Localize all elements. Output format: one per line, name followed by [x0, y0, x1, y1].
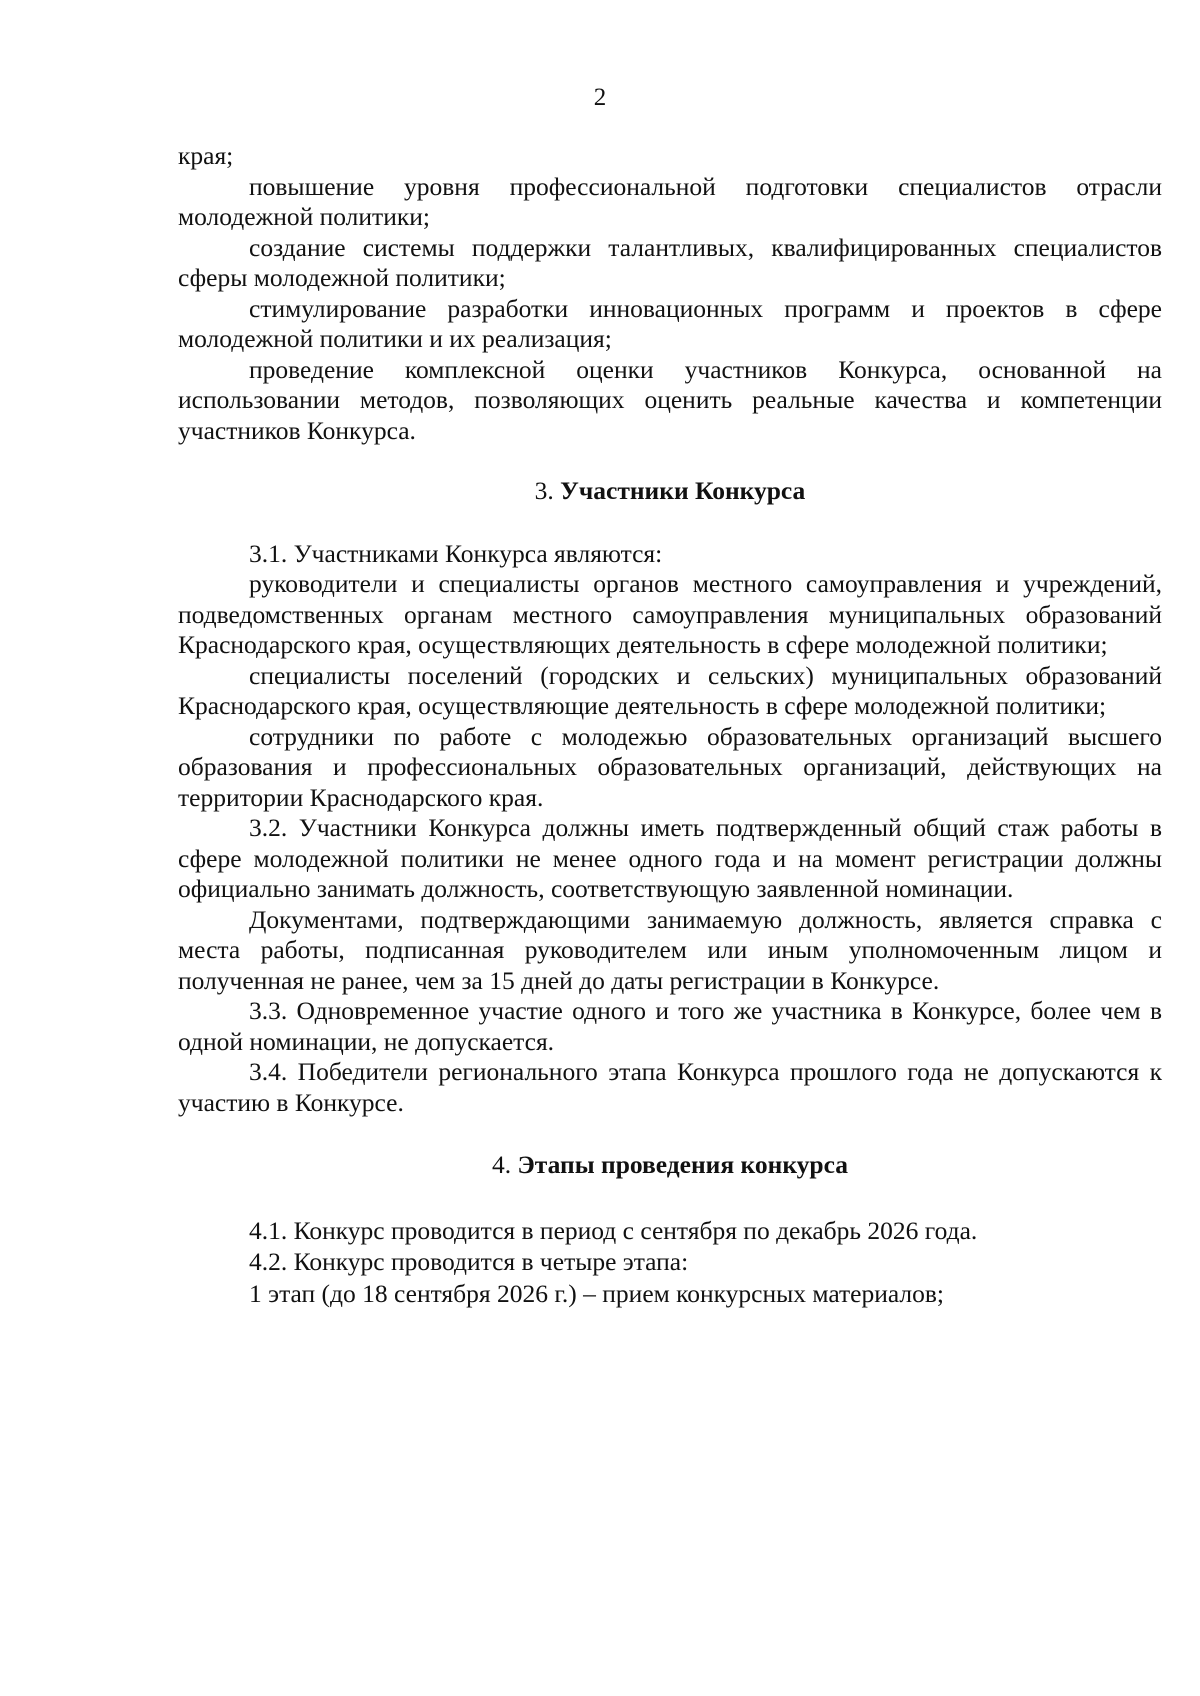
page-number: 2	[593, 84, 607, 111]
paragraph: специалисты поселений (городских и сельских) муниципальных образований Краснодарского края, осуществляющие деятельность в сфере молодежной политики;	[178, 660, 1162, 720]
paragraph: сотрудники по работе с молодежью образовательных организаций высшего образования и профессиональных образовательных организаций, действующих на территории Краснодарского края.	[178, 721, 1162, 812]
paragraph: Документами, подтверждающими занимаемую должность, является справка с места работы, подписанная руководителем или иным уполномоченным лицом и полученная не ранее, чем за 15 дней до даты регистрации в Конкурсе.	[178, 904, 1162, 995]
section-title: Участники Конкурса	[560, 476, 806, 505]
paragraph: руководители и специалисты органов местного самоуправления и учреждений, подведомственных органам местного самоуправления муниципальных образований Краснодарского края, осуществляющих деятельность в сфере молодежной политики;	[178, 569, 1162, 659]
section-heading-3	[178, 476, 1162, 507]
section-number: 3.	[534, 476, 554, 505]
document-body	[178, 141, 1162, 1309]
paragraph: проведение комплексной оценки участников Конкурса, основанной на использовании методов, позволяющих оценить реальные качества и компетенции участников Конкурса.	[178, 354, 1162, 445]
paragraph: 3.1. Участниками Конкурса являются:	[249, 538, 663, 568]
paragraph: 4.2. Конкурс проводится в четыре этапа:	[249, 1247, 689, 1276]
section-title: Этапы проведения конкурса	[517, 1150, 848, 1179]
paragraph: края;	[178, 141, 234, 170]
paragraph: стимулирование разработки инновационных программ и проектов в сфере молодежной политики и их реализация;	[178, 293, 1162, 353]
section-4-body	[178, 1215, 1162, 1310]
paragraph: повышение уровня профессиональной подготовки специалистов отрасли молодежной политики;	[178, 171, 1162, 231]
paragraph: 4.1. Конкурс проводится в период с сентября по декабрь 2026 года.	[249, 1215, 978, 1245]
paragraph: создание системы поддержки талантливых, квалифицированных специалистов сферы молодежной политики;	[178, 232, 1162, 292]
section-number: 4.	[492, 1150, 512, 1179]
paragraph: 1 этап (до 18 сентября 2026 г.) – прием конкурсных материалов;	[249, 1278, 945, 1308]
paragraph: 3.4. Победители регионального этапа Конкурса прошлого года не допускаются к участию в Конкурсе.	[178, 1057, 1162, 1117]
paragraph: 3.2. Участники Конкурса должны иметь подтвержденный общий стаж работы в сфере молодежной политики не менее одного года и на момент регистрации должны официально занимать должность, соответствующую заявленной номинации.	[178, 813, 1162, 903]
paragraph: 3.3. Одновременное участие одного и того же участника в Конкурсе, более чем в одной номинации, не допускается.	[178, 996, 1162, 1056]
section-heading-4	[178, 1150, 1162, 1181]
